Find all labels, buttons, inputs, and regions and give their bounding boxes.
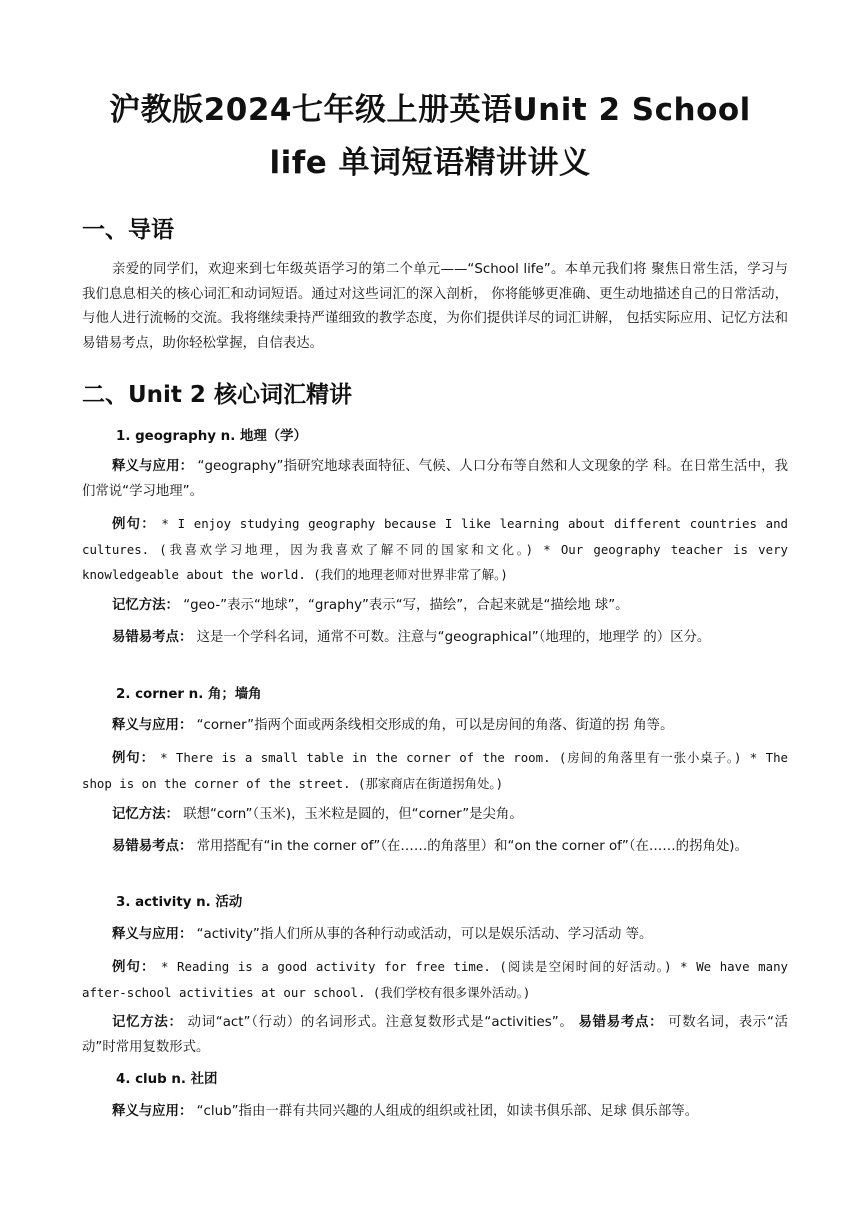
example-text: * There is a small table in the corner of the room. (房间的角落里有一张小桌子。) * The shop is on the corner of the street. (那家商店在街道拐角处。) xyxy=(82,750,789,791)
meaning-text: “corner”指两个面或两条线相交形成的角，可以是房间的角落、街道的拐 角等。 xyxy=(196,718,674,733)
word-heading-club: 4. club n. 社团 xyxy=(116,1072,218,1087)
pitfall-label: 易错易考点： xyxy=(112,630,193,645)
word-example xyxy=(82,955,788,1006)
word-example xyxy=(82,746,788,797)
example-text: * Reading is a good activity for free time. (阅读是空闲时间的好活动。) * We have many after-school activities at our school. (我们学校有很多课外活动。) xyxy=(82,959,788,1000)
word-meaning xyxy=(82,455,788,504)
word-meaning xyxy=(82,923,788,948)
meaning-label: 释义与应用： xyxy=(112,927,193,942)
word-heading-corner: 2. corner n. 角；墙角 xyxy=(116,687,262,702)
example-label: 例句： xyxy=(112,517,156,532)
example-label: 例句： xyxy=(112,960,156,975)
memory-label: 记忆方法： xyxy=(112,1015,183,1030)
word-example xyxy=(82,512,788,589)
memory-text: 动词“act”（行动）的名词形式。注意复数形式是“activities”。 xyxy=(187,1015,574,1030)
memory-label: 记忆方法： xyxy=(112,598,179,613)
word-heading-geography: 1. geography n. 地理（学） xyxy=(116,429,307,444)
word-pitfall xyxy=(82,835,788,860)
document-title-line2: life 单词短语精讲讲义 xyxy=(269,145,591,181)
pitfall-label: 易错易考点： xyxy=(112,839,193,854)
word-memory-pitfall xyxy=(82,1011,788,1060)
word-heading-activity: 3. activity n. 活动 xyxy=(116,895,243,910)
pitfall-text: 常用搭配有“in the corner of”（在……的角落里）和“on the corner of”（在……的拐角处)。 xyxy=(196,839,748,854)
word-meaning xyxy=(82,714,788,739)
example-label: 例句： xyxy=(112,751,155,766)
document-title-line1: 沪教版2024七年级上册英语Unit 2 School xyxy=(109,92,751,128)
word-pitfall xyxy=(82,626,788,651)
word-meaning xyxy=(82,1100,788,1125)
memory-text: “geo-”表示“地球”，“graphy”表示“写，描绘”，合起来就是“描绘地 球”。 xyxy=(183,598,629,613)
pitfall-label: 易错易考点： xyxy=(578,1015,664,1030)
section-heading-vocab: 二、Unit 2 核心词汇精讲 xyxy=(82,382,352,408)
section-heading-intro: 一、导语 xyxy=(82,217,174,243)
intro-text: 亲爱的同学们，欢迎来到七年级英语学习的第二个单元——“School life”。本单元我们将 聚焦日常生活，学习与我们息息相关的核心词汇和动词短语。通过对这些词汇的深入剖析， 你将能够更准确、更生动地描述自己的日常活动，与他人进行流畅的交流。我将继续秉持严谨细致的教学态度，为你们提供详尽的词汇讲解， 包括实际应用、记忆方法和易错易考点，助你轻松掌握，自信表达。 xyxy=(82,262,788,352)
memory-text: 联想“corn”（玉米)，玉米粒是圆的，但“corner”是尖角。 xyxy=(183,807,523,822)
example-text: * I enjoy studying geography because I like learning about different countries and cultures. (我喜欢学习地理，因为我喜欢了解不同的国家和文化。) * Our geography teacher is very knowledgeable about the world. (我们的地理老师对世界非常了解。) xyxy=(82,516,789,583)
word-memory xyxy=(82,803,788,828)
memory-label: 记忆方法： xyxy=(112,807,179,822)
pitfall-text: 这是一个学科名词，通常不可数。注意与“geographical”（地理的，地理学 的）区分。 xyxy=(196,630,711,645)
meaning-text: “club”指由一群有共同兴趣的人组成的组织或社团，如读书俱乐部、足球 俱乐部等。 xyxy=(196,1104,699,1119)
meaning-label: 释义与应用： xyxy=(112,459,194,474)
intro-paragraph xyxy=(82,258,788,357)
pitfall-text: 可数名词，表示“活动”时常用复数形式。 xyxy=(82,1015,789,1055)
meaning-label: 释义与应用： xyxy=(112,718,193,733)
meaning-text: “activity”指人们所从事的各种行动或活动，可以是娱乐活动、学习活动 等。 xyxy=(196,927,653,942)
meaning-label: 释义与应用： xyxy=(112,1104,193,1119)
word-memory xyxy=(82,594,788,619)
meaning-text: “geography”指研究地球表面特征、气候、人口分布等自然和人文现象的学 科。在日常生活中，我们常说“学习地理”。 xyxy=(82,459,789,499)
